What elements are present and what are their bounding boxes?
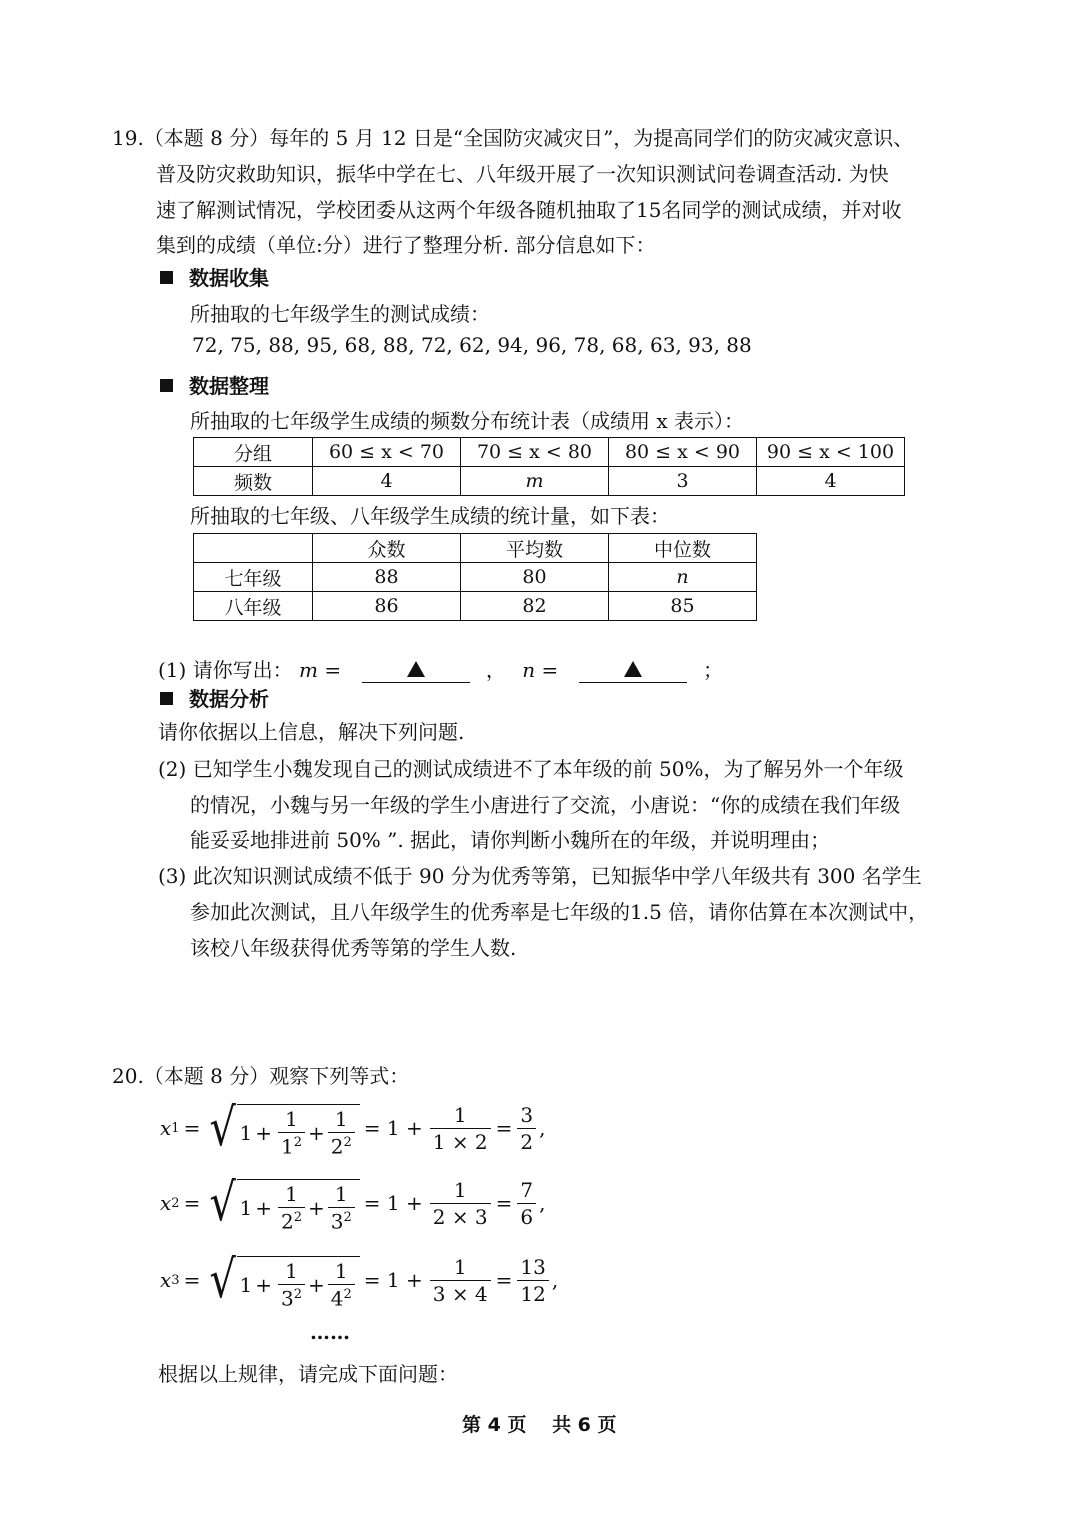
m-answer-blank[interactable] — [362, 660, 470, 683]
table-cell: 60 ≤ x < 70 — [313, 438, 461, 467]
eq-den: 4 — [330, 1286, 344, 1311]
triangle-icon — [407, 661, 425, 677]
equation-3: x 3 = √ 1 + $\frac{1}{3^2}$ + $\frac{1}{4^2}$ = 1 + $\frac{1}{3 \times 4}$ = $\frac{13}{12}$ , — [160, 1250, 559, 1311]
square-bullet-icon — [160, 692, 173, 705]
table-cell: 3 — [609, 467, 757, 496]
part2-line2: 的情况，小魏与另一年级的学生小唐进行了交流，小唐说：“你的成绩在我们年级 — [190, 793, 901, 817]
analysis-intro: 请你依据以上信息，解决下列问题. — [158, 720, 465, 744]
table-row — [194, 467, 905, 496]
part1-comma: ， — [485, 658, 506, 682]
table-cell: 80 ≤ x < 90 — [609, 438, 757, 467]
eq-term: 1 — [239, 1272, 253, 1297]
eq-lhs-var: x — [160, 1268, 172, 1293]
part3-line2: 参加此次测试，且八年级学生的优秀率是七年级的1.5 倍，请你估算在本次测试中， — [190, 900, 929, 924]
eq-lhs-var: x — [160, 1116, 172, 1141]
table-cell: 88 — [313, 563, 461, 592]
eq-den: 3 — [280, 1286, 294, 1311]
eq-den: 2 — [280, 1209, 294, 1234]
eq-power: 2 — [293, 1135, 302, 1150]
table-cell: 频数 — [194, 467, 313, 496]
table-cell: 4 — [313, 467, 461, 496]
table-cell: m — [461, 467, 609, 496]
eq-lhs-sub: 3 — [171, 1272, 180, 1288]
table-cell: 分组 — [194, 438, 313, 467]
eq-power: 2 — [343, 1287, 352, 1302]
table-cell: 90 ≤ x < 100 — [757, 438, 905, 467]
eq-result-num: 13 — [520, 1254, 546, 1279]
eq-lhs-sub: 1 — [171, 1120, 180, 1136]
eq-product: 1 × 2 — [430, 1128, 491, 1152]
table-cell: 平均数 — [461, 534, 609, 563]
table-cell: 80 — [461, 563, 609, 592]
eq-product: 3 × 4 — [430, 1280, 491, 1304]
q19-line3: 速了解测试情况，学校团委从这两个年级各随机抽取了15名同学的测试成绩，并对收 — [156, 198, 902, 222]
eq-power: 2 — [343, 1135, 352, 1150]
q19-line1: 19.（本题 8 分）每年的 5 月 12 日是“全国防灾减灾日”，为提高同学们的防灾减灾意识、 — [112, 126, 914, 150]
eq-lhs-sub: 2 — [171, 1195, 180, 1211]
triangle-icon — [624, 661, 642, 677]
part3-line1: (3) 此次知识测试成绩不低于 90 分为优秀等第，已知振华中学八年级共有 300 名学生 — [158, 864, 922, 888]
table-row — [194, 534, 757, 563]
q19-line2: 普及防灾救助知识，振华中学在七、八年级开展了一次知识测试问卷调查活动. 为快 — [156, 162, 889, 186]
eq-lhs-var: x — [160, 1191, 172, 1216]
eq-product: 2 × 3 — [430, 1203, 491, 1227]
equation-2: x 2 = √ 1 + $\frac{1}{2^2}$ + $\frac{1}{3^2}$ = 1 + $\frac{1}{2 \times 3}$ = $\frac{7}{6}$ , — [160, 1173, 546, 1234]
section-data-analysis: 数据分析 — [160, 683, 269, 712]
frequency-table — [193, 437, 905, 496]
eq-power: 2 — [343, 1210, 352, 1225]
eq-den: 3 — [330, 1209, 344, 1234]
table-cell: 中位数 — [609, 534, 757, 563]
table-cell: 85 — [609, 592, 757, 621]
table-row — [194, 563, 757, 592]
table-cell: 4 — [757, 467, 905, 496]
square-bullet-icon — [160, 271, 173, 284]
part1-m-label: m = — [299, 658, 342, 682]
part1-end: ； — [702, 658, 723, 682]
part3-line3: 该校八年级获得优秀等第的学生人数. — [190, 936, 517, 960]
part1-n-label: n = — [522, 658, 559, 682]
grade7-scores: 72, 75, 88, 95, 68, 88, 72, 62, 94, 96, 78, 68, 63, 93, 88 — [192, 333, 752, 357]
n-answer-blank[interactable] — [579, 660, 687, 683]
ellipsis: …… — [310, 1320, 350, 1344]
sqrt-icon: √ 1 + $\frac{1}{2^2}$ + $\frac{1}{3^2}$ — [206, 1175, 359, 1232]
eq-term: 1 — [239, 1120, 253, 1145]
collect-intro: 所抽取的七年级学生的测试成绩： — [190, 302, 490, 326]
eq-result-den: 6 — [517, 1203, 536, 1227]
eq-den: 2 — [330, 1134, 344, 1159]
eq-power: 2 — [293, 1210, 302, 1225]
eq-result-den: 2 — [517, 1128, 536, 1152]
table-cell: 八年级 — [194, 592, 313, 621]
square-bullet-icon — [160, 379, 173, 392]
part1-prefix: (1) 请你写出： — [158, 658, 293, 682]
page-footer: 第 4 页 共 6 页 — [462, 1414, 617, 1436]
eq-result-num: 3 — [520, 1102, 534, 1127]
table-cell: n — [609, 563, 757, 592]
equation-1: x 1 = √ 1 + $\frac{1}{1^2}$ + $\frac{1}{2^2}$ = 1 + $\frac{1}{1 \times 2}$ = $\frac{3}{2}$ , — [160, 1098, 546, 1159]
table-row — [194, 438, 905, 467]
table-row — [194, 592, 757, 621]
section-data-organize: 数据整理 — [160, 370, 269, 399]
table-cell: 82 — [461, 592, 609, 621]
q20-line1: 20.（本题 8 分）观察下列等式： — [112, 1064, 410, 1088]
sqrt-icon: √ 1 + $\frac{1}{3^2}$ + $\frac{1}{4^2}$ — [206, 1252, 359, 1309]
part2-line3: 能妥妥地排进前 50% ”. 据此，请你判断小魏所在的年级，并说明理由； — [190, 828, 831, 852]
part2-line1: (2) 已知学生小魏发现自己的测试成绩进不了本年级的前 50%，为了解另外一个年级 — [158, 757, 904, 781]
statistics-table — [193, 533, 757, 621]
sqrt-icon: √ 1 + $\frac{1}{1^2}$ + $\frac{1}{2^2}$ — [206, 1100, 359, 1157]
eq-power: 2 — [293, 1287, 302, 1302]
table-cell: 众数 — [313, 534, 461, 563]
stat-table-intro: 所抽取的七年级、八年级学生成绩的统计量，如下表： — [190, 504, 670, 528]
eq-result-den: 12 — [517, 1280, 548, 1304]
section-data-collection: 数据收集 — [160, 262, 269, 291]
eq-term: 1 — [239, 1195, 253, 1220]
q19-line4: 集到的成绩（单位:分）进行了整理分析. 部分信息如下： — [156, 233, 656, 257]
eq-den: 1 — [280, 1134, 294, 1159]
freq-table-intro: 所抽取的七年级学生成绩的频数分布统计表（成绩用 x 表示）： — [190, 409, 744, 433]
table-cell — [194, 534, 313, 563]
table-cell: 70 ≤ x < 80 — [461, 438, 609, 467]
table-cell: 七年级 — [194, 563, 313, 592]
part1-line — [158, 654, 723, 683]
table-cell: 86 — [313, 592, 461, 621]
q20-prompt: 根据以上规律，请完成下面问题： — [158, 1362, 458, 1386]
eq-result-num: 7 — [520, 1177, 534, 1202]
